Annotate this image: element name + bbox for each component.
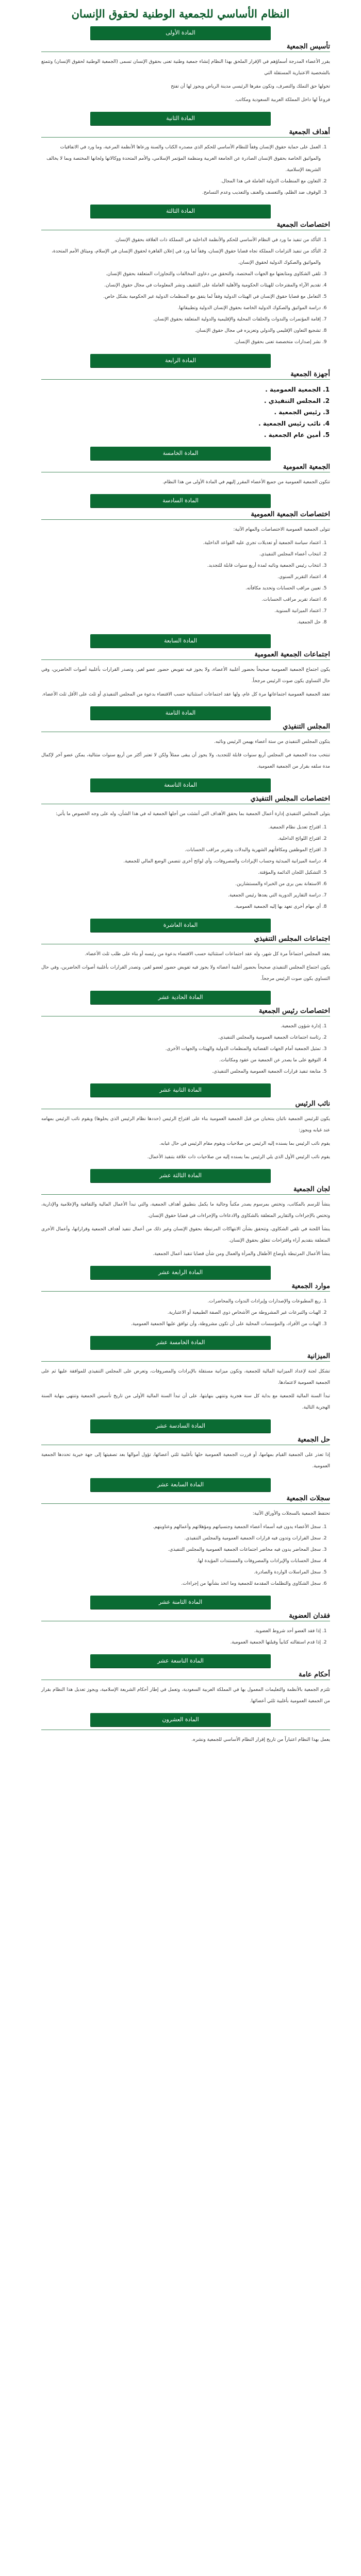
article-list <box>41 822 330 912</box>
article-bar: المادة الرابعة <box>90 354 271 367</box>
article-section <box>0 463 361 488</box>
organs-list <box>41 384 330 440</box>
section-divider <box>41 1361 330 1362</box>
organ-item: 3. رئيس الجمعية . <box>41 406 321 418</box>
article-section <box>0 1730 361 1745</box>
article-heading: نائب الرئيس <box>295 1100 330 1108</box>
list-item: 8. أي مهام أخرى تعهد بها إليه الجمعية العمومية. <box>41 901 321 912</box>
article-paragraph: تتولى الجمعية العمومية الاختصاصات والمهام الآتية: <box>233 527 330 532</box>
list-item: 2. رئاسة اجتماعات الجمعية العمومية والمجلس التنفيذي. <box>41 1032 321 1043</box>
list-item: 6. دراسة المواثيق والصكوك الدولية الخاصة بحقوق الإنسان الدولية وتطبيقاتها. <box>41 302 321 314</box>
list-item: 5. سجل المراسلات الواردة والصادرة. <box>41 1567 321 1578</box>
article-paragraph: يكون اجتماع المجلس التنفيذي صحيحاً بحضور أغلبية أعضائه ولا يجوز فيه تفويض حضور لعضو لغير، وتصدر القرارات بأغلبية أصوات الحاضرين، وفي حال التساوي يكون صوت الرئيس مرجحاً. <box>41 965 330 981</box>
article-heading: فقدان العضوية <box>289 1612 330 1620</box>
article-heading: الجمعية العمومية <box>283 463 330 471</box>
article-bar: المادة الحادية عشر <box>90 991 271 1004</box>
article-heading: سجلات الجمعية <box>286 1495 330 1502</box>
article-section <box>0 1282 361 1330</box>
article-paragraph: تحتفظ الجمعية بالسجلات والأوراق الآتية: <box>252 1511 330 1516</box>
article-bar: المادة التاسعة <box>90 778 271 792</box>
article-list <box>41 234 330 348</box>
article-section <box>0 1495 361 1589</box>
article-bar: المادة الثامنة عشر <box>90 1596 271 1609</box>
article-section <box>0 795 361 912</box>
list-item: 1. إدارة شؤون الجمعية. <box>41 1021 321 1032</box>
article-heading: أحكام عامة <box>298 1671 330 1679</box>
list-item: 2. سجل القرارات وتدون فيه قرارات الجمعية العمومية والمجلس التنفيذي. <box>41 1533 321 1544</box>
section-divider <box>41 379 330 380</box>
article-paragraph: تشكل لجنة لإعداد الميزانية المالية للجمعية، وتكون ميزانية مستقلة بالإيرادات والمصروفات، وتعرض على المجلس التنفيذي للموافقة عليها ثم على الجمعية العمومية لاعتمادها. <box>41 1369 330 1385</box>
article-list <box>41 1021 330 1077</box>
article-paragraph: تلتزم الجمعية بالأنظمة والتعليمات المعمول بها في المملكة العربية السعودية، وتعمل في إطار أحكام الشريعة الإسلامية، ويجوز تعديل هذا النظام بقرار من الجمعية العمومية بأغلبية ثلثي أعضائها. <box>41 1687 330 1704</box>
article-bar: المادة الخامسة عشر <box>90 1336 271 1349</box>
article-bar: المادة السادسة عشر <box>90 1419 271 1433</box>
article-list <box>41 1521 330 1589</box>
organ-item: 5. أمين عام الجمعية . <box>41 429 321 440</box>
article-section <box>0 1007 361 1077</box>
article-section <box>0 1185 361 1260</box>
list-item: 5. التشكيل اللجان الدائمة والمؤقتة. <box>41 867 321 878</box>
list-item: 3. اقتراح الموظفين ومكافأتهم الشهرية والبدلات وتقرير مراقب الحسابات. <box>41 844 321 856</box>
list-item: 3. انتخاب رئيس الجمعية ونائبه لمدة أربع سنوات قابلة للتجديد. <box>41 560 321 571</box>
article-heading: أجهزة الجمعية <box>290 370 330 378</box>
list-item: 3. الوقوف ضد الظلم، والتعسف والعنف والتعذيب وعدم التسامح. <box>41 187 321 198</box>
article-list <box>41 142 330 198</box>
article-heading: أهداف الجمعية <box>289 128 330 136</box>
list-item: 7. إقامة المؤتمرات والندوات والحلقات المحلية والإقليمية والدولية المتعلقة بحقوق الإنسان. <box>41 314 321 325</box>
section-divider <box>41 519 330 520</box>
article-section <box>0 723 361 772</box>
list-item: 1. التأكد من تنفيذ ما ورد في النظام الأساسي للحكم والأنظمة الداخلية في المملكة ذات العلاقة بحقوق الإنسان. <box>41 234 321 246</box>
article-heading: اجتماعات المجلس التنفيذي <box>254 935 330 943</box>
list-item: 8. تشجيع التعاون الإقليمي والدولي وتعزيزه في مجال حقوق الإنسان. <box>41 325 321 336</box>
article-section <box>0 1671 361 1707</box>
article-section <box>0 221 361 348</box>
article-paragraph: تخولها حق التملك والتصرف، وتكون مقرها الرئيسي مدينة الرياض ويجوز لها أن تفتح <box>171 84 330 89</box>
article-heading: المجلس التنفيذي <box>283 723 330 731</box>
list-item: 1. ريع المطبوعات والإصدارات وإيرادات الندوات والمحاضرات. <box>41 1296 321 1307</box>
article-list <box>41 1625 330 1648</box>
article-section <box>0 43 361 106</box>
article-bar: المادة العاشرة <box>90 919 271 932</box>
list-item: 9. نشر إصدارات متخصصة تعنى بحقوق الإنسان. <box>41 336 321 348</box>
article-paragraph: يتولى المجلس التنفيذي إدارة أعمال الجمعية بما يحقق الأهداف التي أنشئت من أجلها الجمعية له في هذا الشأن، وله على وجه الخصوص ما يأتي: <box>55 811 330 817</box>
list-item: 2. انتخاب أعضاء المجلس التنفيذي. <box>41 549 321 560</box>
list-item: 2. التعاون مع المنظمات الدولية العاملة في هذا المجال. <box>41 176 321 187</box>
list-item: 3. تمثيل الجمعية أمام الجهات القضائية والمنظمات الدولية والهيئات والجهات الأخرى. <box>41 1043 321 1055</box>
article-paragraph: يقرر الأعضاء المدرجة أسماؤهم في الإقرار الملحق بهذا النظام إنشاء جمعية وطنية تعنى بحقوق الإنسان تسمى (الجمعية الوطنية لحقوق الإنسان) وتتمتع بالشخصية الاعتبارية المستقلة التي <box>41 59 330 76</box>
article-section <box>0 370 361 440</box>
article-heading: اختصاصات رئيس الجمعية <box>258 1007 330 1015</box>
list-item: 6. اعتماد تقرير مراقب الحسابات. <box>41 594 321 605</box>
organ-item: 1. الجمعية العمومية . <box>41 384 321 395</box>
article-paragraph: تنتخب مدة الجمعية في المجلس أربع سنوات قابلة للتجديد، ولا يجوز أن يبقى ممثلاً ولكن لا تعتبر أكثر من أربع سنوات متتالية، يمكن عضو آخر لإكمال مدة سلفه بقرار من الجمعية العمومية. <box>41 753 330 769</box>
article-paragraph: يتكون المجلس التنفيذي من ستة أعضاء يهيمن الرئيس ونائبه. <box>214 739 330 744</box>
section-divider <box>41 137 330 138</box>
article-section <box>0 935 361 985</box>
article-heading: لجان الجمعية <box>293 1185 330 1193</box>
page-title: النظام الأساسي للجمعية الوطنية لحقوق الإنسان <box>71 7 290 20</box>
list-item: 8. حل الجمعية. <box>41 617 321 628</box>
article-paragraph: ينشأ اللجنة في تلقي الشكاوى، وتتحقق بشأن الانتهاكات المرتبطة بحقوق الإنسان وغير ذلك من أعمال تنفيذ أهداف الجمعية وقراراتها، وأعمال الأخرى المتعلقة بتقديم آراء واقتراحات تتعلق بحقوق الإنسان. <box>41 1227 330 1243</box>
list-item: 1. اقتراح تعديل نظام الجمعية. <box>41 822 321 833</box>
article-paragraph: ينشأ للرسم بالمكاتب، وتختص بمرسوم يصدر مكتباً وجالية ما يكمل بتطبيق أهداف الجمعية، والتي تبدأ الأعمال المالية والثقافية والإعلامية والإدارية، وتختص بالإجراءات والتقارير المتعلقة بالشكاوى والادعاءات والإجراءات في قضايا حقوق الإنسان. <box>41 1202 330 1218</box>
article-bar: المادة الثانية <box>90 112 271 125</box>
article-section <box>0 128 361 198</box>
article-list <box>41 537 330 628</box>
article-heading: حل الجمعية <box>297 1436 330 1444</box>
article-heading: اختصاصات المجلس التنفيذي <box>250 795 330 803</box>
list-item: 2. اقتراح اللوائح الداخلية. <box>41 833 321 844</box>
section-divider <box>41 1291 330 1292</box>
article-bar: المادة السابعة <box>90 634 271 648</box>
list-item: 5. التعامل مع قضايا حقوق الإنسان في الهيئات الدولية وفقاً لما يتفق مع المنظمات الدولية غير الحكومية بشكل خاص. <box>41 291 321 302</box>
article-heading: تأسيس الجمعية <box>286 43 330 50</box>
article-paragraph: يقوم نائب الرئيس الأول الذي يلي الرئيس بما يسنده إليه من صلاحيات ذات علاقة بتنفيذ الأعمال. <box>147 1155 330 1160</box>
article-section <box>0 651 361 700</box>
article-section <box>0 1100 361 1163</box>
article-bar: المادة العشرون <box>90 1713 271 1726</box>
list-item: 4. تقديم الآراء والمقترحات للهيئات الحكومية والأهلية العاملة على التثقيف ونشر المعلومات في مجال حقوق الإنسان. <box>41 280 321 291</box>
article-heading: اختصاصات الجمعية العمومية <box>251 511 330 518</box>
list-item: 5. متابعة تنفيذ قرارات الجمعية العمومية والمجلس التنفيذي. <box>41 1066 321 1077</box>
section-divider <box>41 1194 330 1195</box>
list-item: 6. سجل الشكاوى والتظلمات المقدمة للجمعية وما اتخذ بشأنها من إجراءات. <box>41 1578 321 1589</box>
article-paragraph: ينشأ الأعمال المرتبطة بأوضاع الأطفال والمرأة والعمال ومن شأن قضايا تنفيذ أعمال الجمعية. <box>153 1251 330 1257</box>
article-bar: المادة الثانية عشر <box>90 1083 271 1097</box>
list-item: 6. الاستعانة بمن يرى من الخبراء والمستشارين. <box>41 878 321 890</box>
list-item: 5. تعيين مراقب الحسابات وتحديد مكافآته. <box>41 583 321 594</box>
list-item: 4. سجل الحسابات والإيرادات والمصروفات والمستندات المؤيدة لها. <box>41 1555 321 1567</box>
article-paragraph: يقوم نائب الرئيس بما يسنده إليه الرئيس من صلاحيات ويقوم مقام الرئيس في حال غيابه. <box>159 1141 330 1146</box>
article-bar: المادة الرابعة عشر <box>90 1266 271 1279</box>
list-item: 7. دراسة التقارير الدورية التي يعدها رئيس الجمعية. <box>41 890 321 901</box>
article-paragraph: فروعاً لها داخل المملكة العربية السعودية ومكاتب. <box>234 97 330 103</box>
list-item: 3. الهبات من الأفراد، والمؤسسات المحلية على أن تكون مشروطة، وأن توافق عليها الجمعية العمومية. <box>41 1318 321 1330</box>
list-item: 1. اعتماد سياسة الجمعية أو تعديلات تجري عليه القواعد الداخلية. <box>41 537 321 549</box>
articles-container <box>0 26 361 1745</box>
article-paragraph: يكون للرئيس الجمعية نائبان ينتخبان من قبل الجمعية العمومية بناء على اقتراح الرئيس (حددها نظام الرئيس الذي يحلوها) ويقوم نائب الرئيس بمهامه عند غيابه ويجوز: <box>41 1116 330 1133</box>
list-item: 3. سجل المحاضر يدون فيه محاضر اجتماعات الجمعية العمومية والمجلس التنفيذي. <box>41 1544 321 1555</box>
list-item: 2. إذا قدم استقالته كتابياً وقبلتها الجمعية العمومية. <box>41 1637 321 1648</box>
article-section <box>0 511 361 628</box>
list-item: 2. الهبات والتبرعات غير المشروطة من الأشخاص ذوي الصفة الطبيعية أو الاعتبارية. <box>41 1307 321 1318</box>
article-bar: المادة الثامنة <box>90 706 271 720</box>
organ-item: 2. المجلس التنفيذي . <box>41 395 321 406</box>
article-heading: اجتماعات الجمعية العمومية <box>254 651 330 658</box>
article-section <box>0 1436 361 1472</box>
list-item: 1. العمل على حماية حقوق الإنسان وفقاً للنظام الأساسي للحكم الذي مصدره الكتاب والسنة ورعاها الأنظمة المرعية، وما ورد في الاتفاقيات والمواثيق الخاصة بحقوق الإنسان الصادرة عن الجامعة العربية ومنظمة المؤتمر الإسلامي، والأمم المتحدة ووكالاتها ولجانها المختصة وبما لا يخالف الشريعة الإسلامية. <box>41 142 321 176</box>
list-item: 2. التأكد من تنفيذ التزامات المملكة تجاه قضايا حقوق الإنسان، وفقاً لما ورد في إعلان القاهرة لحقوق الإنسان في الإسلام، وميثاق الأمم المتحدة، والمواثيق والصكوك الدولية لحقوق الإنسان. <box>41 246 321 268</box>
article-bar: المادة الثالثة <box>90 205 271 218</box>
article-paragraph: تتكون الجمعية العمومية من جميع الأعضاء المقرر إليهم في المادة الأولى من هذا النظام. <box>162 480 330 485</box>
list-item: 4. التوقيع على ما يصدر عن الجمعية من عقود ومكاتبات. <box>41 1055 321 1066</box>
article-list <box>41 1296 330 1330</box>
list-item: 4. دراسة الميزانية المبدئية وحساب الإيرادات والمصروفات، وأي لوائح أخرى تتضمن الوضع المالي للجمعية. <box>41 856 321 867</box>
article-bar: المادة الخامسة <box>90 447 271 460</box>
section-divider <box>41 659 330 660</box>
article-paragraph: يعقد المجلس اجتماعاً مرة كل شهر، وله عقد اجتماعات استثنائية حسب الاقتضاء بدعوة من رئيسه أو بناء على طلب ثلث الأعضاء. <box>85 952 330 957</box>
article-paragraph: يعمل بهذا النظام اعتباراً من تاريخ إقرار النظام الأساسي للجمعية ونشره. <box>191 1737 330 1742</box>
article-heading: موارد الجمعية <box>291 1282 330 1290</box>
article-paragraph: تعقد الجمعية العمومية اجتماعاتها مرة كل عام، ولها عقد اجتماعات استثنائية حسب الاقتضاء بدعوة من المجلس التنفيذي أو ثلث على الأقل ثلث الأعضاء. <box>42 692 330 697</box>
list-item: 3. تلقي الشكاوى ومتابعتها مع الجهات المختصة، والتحقق من دعاوى المخالفات والتجاوزات المتعلقة بحقوق الإنسان. <box>41 268 321 280</box>
list-item: 4. اعتماد التقرير السنوي. <box>41 571 321 583</box>
article-bar: المادة الثالثة عشر <box>90 1169 271 1182</box>
section-divider <box>41 1503 330 1504</box>
organ-item: 4. نائب رئيس الجمعية . <box>41 418 321 429</box>
article-bar: المادة الأولى <box>90 26 271 40</box>
article-heading: اختصاصات الجمعية <box>276 221 330 229</box>
article-paragraph: تبدأ السنة المالية للجمعية مع بداية كل سنة هجرية وتنتهي بنهايتها، على أن تبدأ السنة المالية الأولى من تاريخ تأسيس الجمعية وتنتهي بنهاية السنة الهجرية التالية. <box>41 1394 330 1410</box>
article-paragraph: إذا تعذر على الجمعية القيام بمهامها، أو قررت الجمعية العمومية حلها بأغلبية ثلثي أعضائها، تؤول أموالها بعد تصفيتها إلى جهة خيرية تحددها الجمعية العمومية. <box>41 1452 330 1469</box>
article-heading: الميزانية <box>307 1352 330 1360</box>
article-section <box>0 1612 361 1648</box>
article-section <box>0 1352 361 1413</box>
article-bar: المادة التاسعة عشر <box>90 1654 271 1668</box>
list-item: 1. سجل الأعضاء يدون فيه أسماء أعضاء الجمعية وجنسياتهم ومؤهلاتهم وأعمالهم وعناوينهم. <box>41 1521 321 1533</box>
list-item: 7. اعتماد الميزانية السنوية. <box>41 605 321 617</box>
article-paragraph: يكون اجتماع الجمعية العمومية صحيحاً بحضور أغلبية الأعضاء، ولا يجوز فيه تفويض حضور عضو لغير، وتصدر القرارات بأغلبية أصوات الحاضرين، وفي حال التساوي يكون صوت الرئيس مرجحاً. <box>41 667 330 684</box>
article-bar: المادة السابعة عشر <box>90 1478 271 1492</box>
list-item: 1. إذا فقد العضو أحد شروط العضوية. <box>41 1625 321 1637</box>
article-bar: المادة السادسة <box>90 494 271 507</box>
